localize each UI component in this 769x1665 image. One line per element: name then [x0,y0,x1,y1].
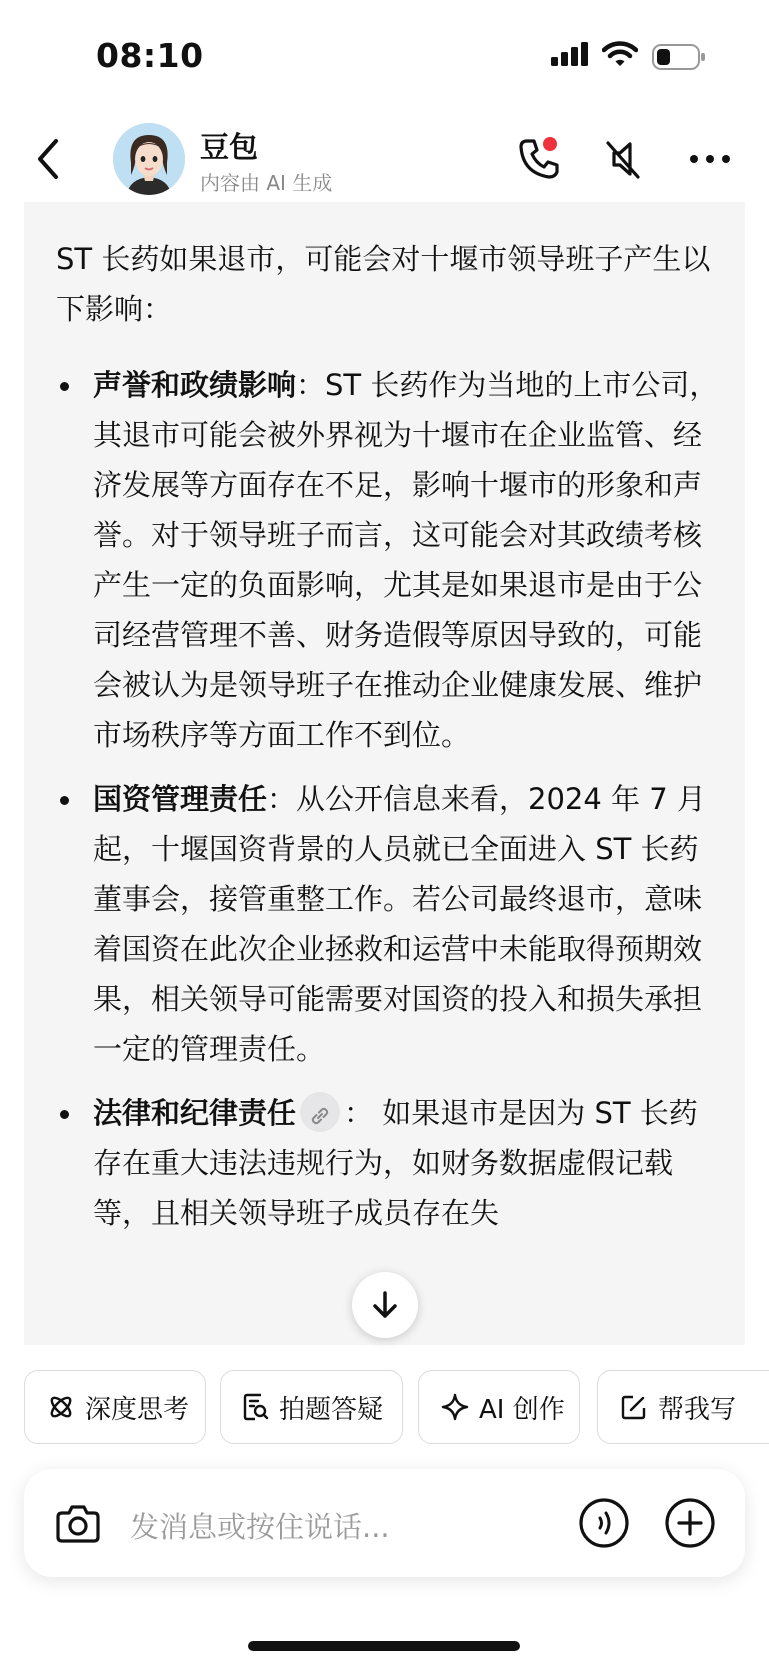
bot-avatar-icon [113,123,185,195]
search-document-icon [243,1393,269,1421]
ai-create-button[interactable] [418,1370,580,1444]
point-title: 法律和纪律责任 [93,1096,297,1130]
chip-label: 拍题答疑 [279,1394,384,1425]
home-indicator [248,1641,520,1651]
deep-think-button[interactable] [24,1370,206,1444]
message-input[interactable]: 发消息或按住说话... [130,1510,390,1544]
point-body: ：ST 长药作为当地的上市公司，其退市可能会被外界视为十堰市在企业监管、经济发展等方面存在不足，影响十堰市的形象和声誉。对于领导班子而言，这可能会对其政绩考核产生一定的负面影响，尤其是如果退市是由于公司经营管理不善、财务造假等原因导致的，可能会被认为是领导班子在推动企业健康发展、维护市场秩序等方面工作不到位。 [93,368,719,752]
chat-header [0,115,769,201]
message-intro: ST 长药如果退市，可能会对十堰市领导班子产生以下影响： [56,242,711,326]
point-body: ： 如果退市是因为 ST 长药存在重大违法违规行为，如财务数据虚假记载等，且相关领导班子成员存在失 [93,1096,698,1230]
chip-label: 深度思考 [85,1394,190,1425]
help-write-button[interactable] [597,1370,769,1444]
message-input-bar[interactable] [24,1469,745,1577]
speaker-muted-icon[interactable] [600,135,646,183]
arrow-down-icon [371,1290,399,1320]
back-icon[interactable] [30,135,70,183]
status-bar [0,0,769,110]
camera-icon[interactable] [54,1499,102,1547]
more-icon[interactable] [686,151,734,167]
bot-message [56,234,721,1252]
chip-label: 帮我写 [658,1394,737,1425]
point-body: ：从公开信息来看，2024 年 7 月起，十堰国资背景的人员就已全面进入 ST 长药董事会，接管重整工作。若公司最终退市，意味着国资在此次企业拯救和运营中未能取得预期效果，相关领导可能需要对国资的投入和损失承担一定的管理责任。 [93,782,706,1066]
plus-icon[interactable] [664,1497,716,1549]
chip-label: AI 创作 [479,1394,565,1425]
avatar[interactable] [113,123,185,195]
point-title: 国资管理责任 [93,782,268,816]
list-item [56,1088,721,1238]
notification-dot [543,137,557,151]
impact-list [56,360,721,1238]
signal-icon [551,42,591,66]
atom-icon [47,1393,75,1421]
status-time: 08:10 [96,36,204,75]
list-item [56,774,721,1074]
photo-question-button[interactable] [220,1370,403,1444]
list-item [56,360,721,760]
quick-actions [24,1370,769,1446]
bot-name: 豆包 [200,130,259,164]
wifi-icon [602,40,638,68]
chat-area[interactable] [24,202,745,1345]
edit-icon [620,1393,648,1421]
voice-icon[interactable] [578,1497,630,1549]
point-title: 声誉和政绩影响 [93,368,297,402]
reference-link-icon[interactable] [300,1092,340,1132]
sparkle-icon [441,1393,469,1421]
scroll-to-bottom-button[interactable] [352,1272,418,1338]
ai-disclaimer: 内容由 AI 生成 [200,171,333,195]
battery-icon [652,44,706,70]
